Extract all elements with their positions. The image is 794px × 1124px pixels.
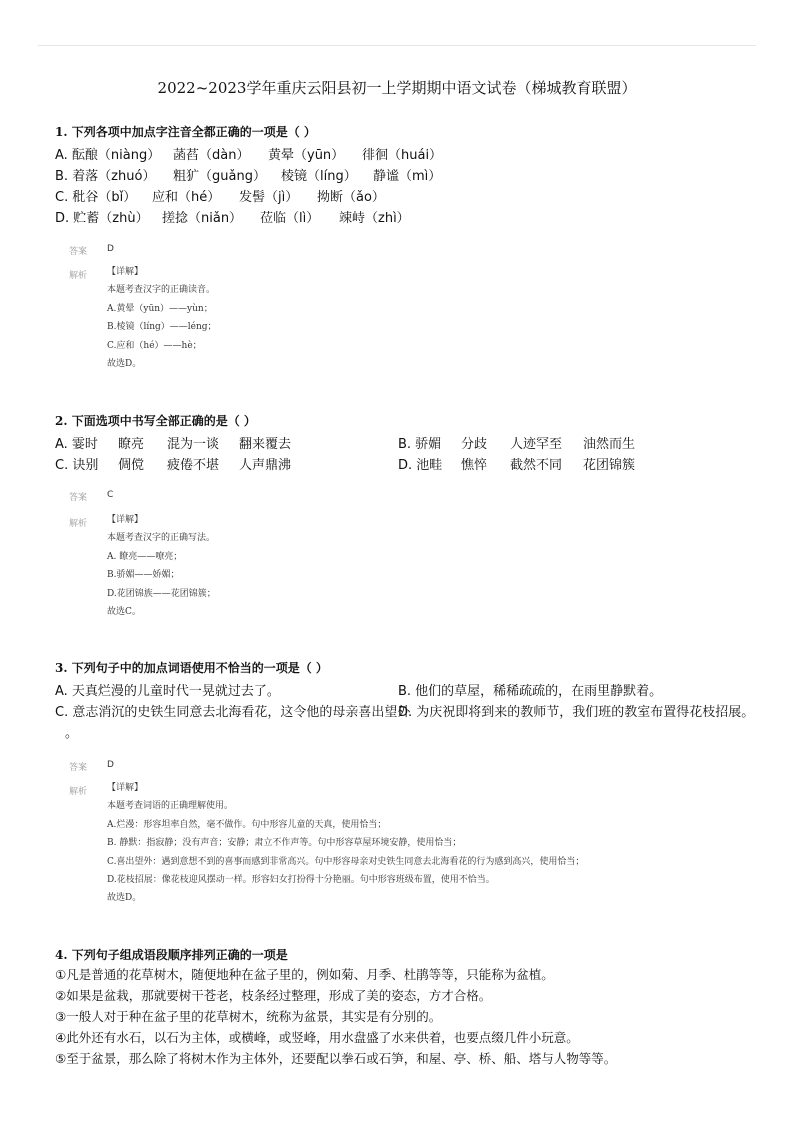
q1-detail-line: 本题考查汉字的正确读音。 <box>107 285 216 296</box>
q3-option-a: A. 天真烂漫的儿童时代一晃就过去了。 <box>55 684 280 699</box>
q2-b-1: B. 骄媚 <box>398 437 442 452</box>
q3-option-b: B. 他们的草屋，稀稀疏疏的，在雨里静默着。 <box>398 684 663 699</box>
q1-a-3: 黄晕（yūn） <box>268 148 345 163</box>
q2-detail-line: 本题考查汉字的正确写法。 <box>107 533 216 544</box>
q2-a-3: 混为一谈 <box>167 437 220 452</box>
q2-b-3: 人迹罕至 <box>510 437 563 452</box>
question-1-stem: 1. 下列各项中加点字注音全都正确的一项是（ ） <box>55 125 316 139</box>
q3-detail-line: C.喜出望外：遇到意想不到的喜事而感到非常高兴。句中形容母亲对史铁生同意去北海看花的行为感到高兴，使用恰当； <box>107 856 585 867</box>
q1-detail-line: A.黄晕（yūn）——yùn； <box>107 303 213 314</box>
q4-sentence-2: ②如果是盆栽，那就要树干苍老，枝条经过整理，形成了美的姿态，方才合格。 <box>55 988 492 1003</box>
question-4-stem: 4. 下列句子组成语段顺序排列正确的一项是 <box>55 948 288 962</box>
q1-detail-line: 故选D。 <box>107 359 142 370</box>
q2-analysis <box>107 511 216 621</box>
q3-answer-value: D <box>107 760 114 770</box>
q2-detail-line: A. 瞭亮——嘹亮； <box>107 551 183 562</box>
q1-d-4: 竦峙（zhì） <box>339 211 410 226</box>
q1-detail-line: C.应和（hé）——hè； <box>107 340 202 351</box>
q1-b-1: B. 着落（zhuó） <box>55 169 156 184</box>
q1-detail-line: 【详解】 <box>107 267 144 277</box>
q2-d-1: D. 池畦 <box>398 458 443 473</box>
q2-c-3: 疲倦不堪 <box>167 458 220 473</box>
q3-option-c-tail: 。 <box>65 726 79 741</box>
q1-answer-value: D <box>107 244 114 254</box>
q3-detail-line: D.花枝招展：像花枝迎风摆动一样。形容妇女打扮得十分艳丽。句中形容班级布置，使用不恰当。 <box>107 875 495 886</box>
q1-d-3: 莅临（lì） <box>260 211 320 226</box>
q1-c-4: 拗断（ǎo） <box>317 190 385 205</box>
q4-sentence-1: ①凡是普通的花草树木，随便地种在盆子里的，例如菊、月季、杜鹃等等，只能称为盆植。 <box>55 967 554 982</box>
q4-sentence-4: ④此外还有水石，以石为主体，或横峰，或竖峰，用水盘盛了水来供着，也要点缀几件小玩意。 <box>55 1030 579 1045</box>
q3-detail-line: 故选D。 <box>107 893 142 904</box>
q3-option-d: D. 为庆祝即将到来的教师节，我们班的教室布置得花枝招展。 <box>398 705 755 720</box>
q2-d-4: 花团锦簇 <box>583 458 636 473</box>
q2-a-2: 瞭亮 <box>118 437 145 452</box>
q1-c-2: 应和（hé） <box>152 190 221 205</box>
q2-a-1: A. 霎时 <box>55 437 98 452</box>
q3-detail-line: A.烂漫：形容坦率自然，毫不做作。句中形容儿童的天真，使用恰当； <box>107 819 387 830</box>
q4-sentences <box>55 964 616 1069</box>
q1-d-2: 搓捻（niǎn） <box>162 211 243 226</box>
header-rule <box>38 45 756 46</box>
q3-analysis-label: 解析 <box>69 787 88 797</box>
q2-detail-line: 【详解】 <box>107 515 144 525</box>
q1-a-4: 徘徊（huái） <box>362 148 443 163</box>
q2-detail-line: 故选C。 <box>107 607 141 618</box>
q3-detail-line: 【详解】 <box>107 783 144 793</box>
q2-b-2: 分歧 <box>461 437 488 452</box>
q1-a-1: A. 酝酿（niàng） <box>55 148 161 163</box>
question-2-stem: 2. 下面选项中书写全部正确的是（ ） <box>55 414 256 428</box>
q3-detail-line: 本题考查词语的正确理解使用。 <box>107 801 234 812</box>
q2-c-2: 倜傥 <box>118 458 145 473</box>
q2-d-2: 憔悴 <box>461 458 488 473</box>
q1-b-3: 棱镜（líng） <box>281 169 357 184</box>
q1-analysis <box>107 263 217 373</box>
q2-b-4: 油然而生 <box>583 437 636 452</box>
q2-answer-label: 答案 <box>69 493 88 503</box>
q3-answer-label: 答案 <box>69 763 88 773</box>
q1-analysis-label: 解析 <box>69 271 88 281</box>
q1-d-1: D. 贮蓄（zhù） <box>55 211 149 226</box>
q4-sentence-3: ③一般人对于种在盆子里的花草树木，统称为盆景，其实是有分别的。 <box>55 1009 442 1024</box>
q1-a-2: 菡萏（dàn） <box>173 148 250 163</box>
q2-answer-value: C <box>107 490 114 500</box>
q1-b-4: 静谧（mì） <box>373 169 442 184</box>
q2-detail-line: D.花团锦族——花团锦簇； <box>107 588 216 599</box>
q2-d-3: 截然不同 <box>510 458 563 473</box>
question-3-stem: 3. 下列句子中的加点词语使用不恰当的一项是（ ） <box>55 661 328 675</box>
q2-analysis-label: 解析 <box>69 519 88 529</box>
q1-detail-line: B.棱镜（líng）——léng； <box>107 322 217 333</box>
q3-option-c: C. 意志消沉的史铁生同意去北海看花，这令他的母亲喜出望外 <box>55 705 411 720</box>
q4-sentence-5: ⑤至于盆景，那么除了将树木作为主体外，还要配以拳石或石笋，和屋、亭、桥、船、塔与人物等等。 <box>55 1051 617 1066</box>
q2-c-1: C. 诀别 <box>55 458 99 473</box>
q2-detail-line: B.骄媚——娇媚； <box>107 570 180 581</box>
q1-c-1: C. 秕谷（bǐ） <box>55 190 137 205</box>
q3-analysis <box>107 779 584 908</box>
q2-c-4: 人声鼎沸 <box>239 458 292 473</box>
q1-b-2: 粗犷（guǎng） <box>173 169 266 184</box>
q1-c-3: 发髻（jì） <box>239 190 299 205</box>
page-title: 2022~2023学年重庆云阳县初一上学期期中语文试卷（梯城教育联盟） <box>157 79 637 97</box>
q3-detail-line: B. 静默：指寂静；没有声音；安静；肃立不作声等。句中形容草屋环境安静，使用恰当； <box>107 838 462 849</box>
q2-a-4: 翻来覆去 <box>239 437 292 452</box>
q1-answer-label: 答案 <box>69 247 88 257</box>
